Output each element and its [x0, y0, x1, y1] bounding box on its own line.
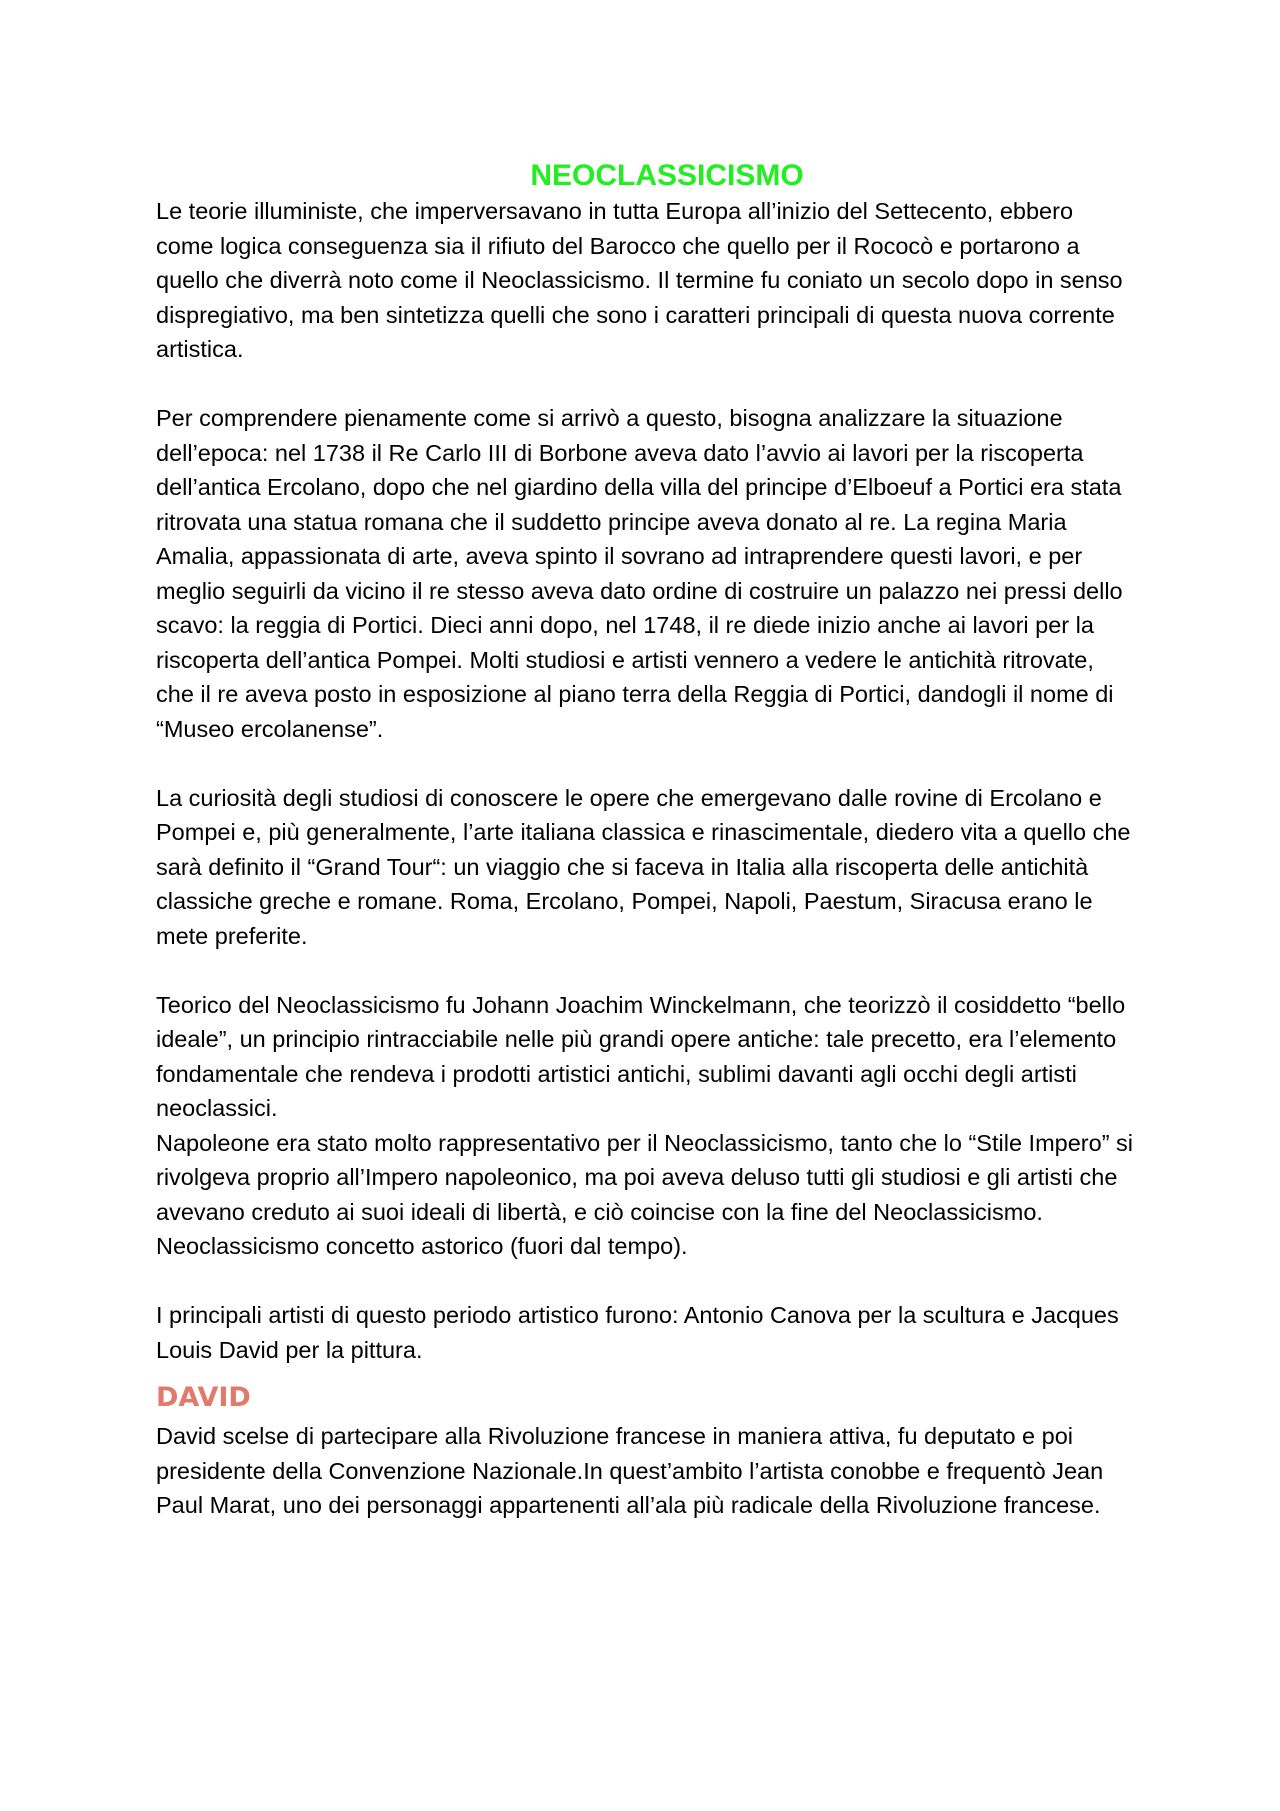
- paragraph-winckelmann: Teorico del Neoclassicismo fu Johann Joachim Winckelmann, che teorizzò il cosiddetto “bello ideale”, un principio rintracciabile nelle più grandi opere antiche: tale precetto, era l’elemento fondamentale che rendeva i prodotti artistici antichi, sublimi davanti agli occhi degli artisti neoclassici.: [156, 991, 1126, 1121]
- paragraph-napoleone: Napoleone era stato molto rappresentativo per il Neoclassicismo, tanto che lo “Stile Impero” si rivolgeva proprio all’Impero napoleonico, ma poi aveva deluso tutti gli studiosi e gli artisti che avevano creduto ai suoi ideali di libertà, e ciò coincise con la fine del Neoclassicismo. Neoclassicismo concetto astorico (fuori dal tempo).: [156, 1129, 1134, 1259]
- paragraph-david: David scelse di partecipare alla Rivoluzione francese in maniera attiva, fu deputato e poi presidente della Convenzione Nazionale.In quest’ambito l’artista conobbe e frequentò Jean Paul Marat, uno dei personaggi appartenenti all’ala più radicale della Rivoluzione francese.: [156, 1423, 1104, 1518]
- document-body: [156, 158, 1136, 1523]
- page-title: NEOCLASSICISMO: [530, 159, 804, 192]
- paragraph-context: Per comprendere pienamente come si arrivò a questo, bisogna analizzare la situazione dell’epoca: nel 1738 il Re Carlo III di Borbone aveva dato l’avvio ai lavori per la riscoperta dell’antica Ercolano, dopo che nel giardino della villa del principe d’Elboeuf a Portici era stata ritrovata una statua romana che il suddetto principe aveva donato al re. La regina Maria Amalia, appassionata di arte, aveva spinto il sovrano ad intraprendere questi lavori, e per meglio seguirli da vicino il re stesso aveva dato ordine di costruire un palazzo nei pressi dello scavo: la reggia di Portici. Dieci anni dopo, nel 1748, il re diede inizio anche ai lavori per la riscoperta dell’antica Pompei. Molti studiosi e artisti vennero a vedere le antichità ritrovate, che il re aveva posto in esposizione al piano terra della Reggia di Portici, dandogli il nome di “Museo ercolanense”.: [156, 405, 1123, 742]
- paragraph-spacer: [156, 953, 1136, 988]
- section-heading-david: DAVID: [156, 1382, 251, 1413]
- paragraph-intro: Le teorie illuministe, che imperversavano in tutta Europa all’inizio del Settecento, ebbero come logica conseguenza sia il rifiuto del Barocco che quello per il Rococò e portarono a quello che diverrà noto come il Neoclassicismo. Il termine fu coniato un secolo dopo in senso dispregiativo, ma ben sintetizza quelli che sono i caratteri principali di questa nuova corrente artistica.: [156, 198, 1123, 362]
- paragraph-spacer: [156, 1264, 1136, 1299]
- paragraph-artists: I principali artisti di questo periodo artistico furono: Antonio Canova per la scultura e Jacques Louis David per la pittura.: [156, 1302, 1119, 1363]
- paragraph-spacer: [156, 367, 1136, 402]
- paragraph-spacer: [156, 746, 1136, 781]
- paragraph-grand-tour: La curiosità degli studiosi di conoscere le opere che emergevano dalle rovine di Ercolano e Pompei e, più generalmente, l’arte italiana classica e rinascimentale, diedero vita a quello che sarà definito il “Grand Tour“: un viaggio che si faceva in Italia alla riscoperta delle antichità classiche greche e romane. Roma, Ercolano, Pompei, Napoli, Paestum, Siracusa erano le mete preferite.: [156, 784, 1131, 949]
